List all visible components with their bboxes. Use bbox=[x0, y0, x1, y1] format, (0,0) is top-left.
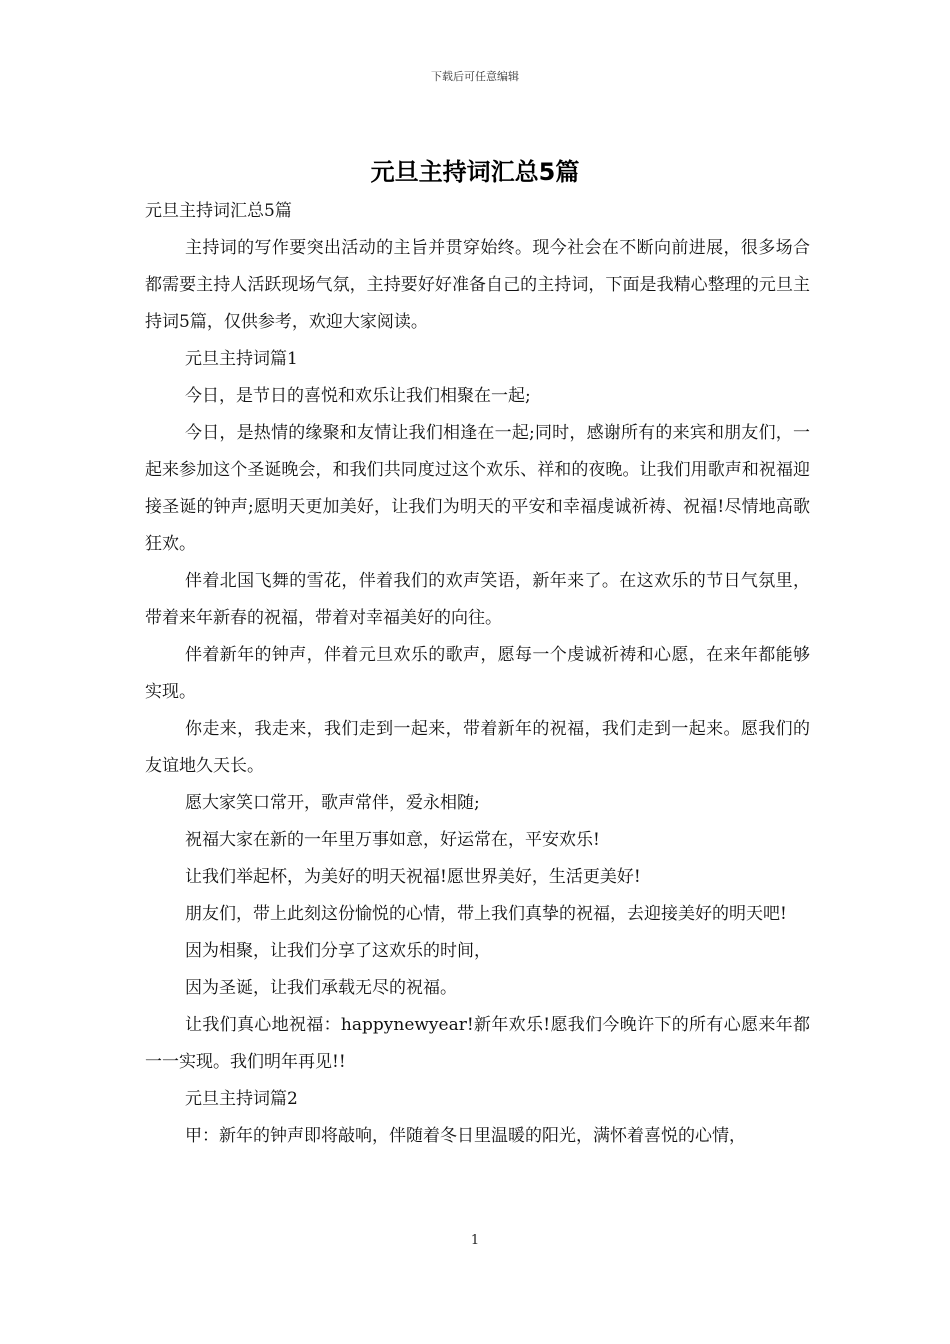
paragraph: 主持词的写作要突出活动的主旨并贯穿始终。现今社会在不断向前进展，很多场合都需要主持人活跃现场气氛，主持要好好准备自己的主持词，下面是我精心整理的元旦主持词5篇，仅供参考，欢迎大家阅读。 bbox=[145, 238, 810, 332]
subtitle-line: 元旦主持词汇总5篇 bbox=[145, 201, 292, 221]
paragraph: 伴着北国飞舞的雪花，伴着我们的欢声笑语，新年来了。在这欢乐的节日气氛里，带着来年新春的祝福，带着对幸福美好的向往。 bbox=[145, 571, 810, 628]
paragraph: 伴着新年的钟声，伴着元旦欢乐的歌声，愿每一个虔诚祈祷和心愿，在来年都能够实现。 bbox=[145, 645, 810, 702]
paragraph: 因为圣诞，让我们承载无尽的祝福。 bbox=[185, 978, 457, 998]
header-note: 下载后可任意编辑 bbox=[431, 70, 519, 83]
paragraph: 甲：新年的钟声即将敲响，伴随着冬日里温暖的阳光，满怀着喜悦的心情， bbox=[185, 1126, 746, 1146]
paragraph: 今日，是节日的喜悦和欢乐让我们相聚在一起; bbox=[185, 386, 531, 406]
section-heading: 元旦主持词篇1 bbox=[185, 349, 298, 369]
paragraph: 今日，是热情的缘聚和友情让我们相逢在一起;同时，感谢所有的来宾和朋友们，一起来参加这个圣诞晚会，和我们共同度过这个欢乐、祥和的夜晚。让我们用歌声和祝福迎接圣诞的钟声;愿明天更加美好，让我们为明天的平安和幸福虔诚祈祷、祝福!尽情地高歌狂欢。 bbox=[145, 423, 810, 554]
page-number: 1 bbox=[470, 1233, 480, 1248]
document-body bbox=[145, 193, 810, 1155]
paragraph: 让我们举起杯，为美好的明天祝福!愿世界美好，生活更美好! bbox=[185, 867, 641, 887]
paragraph: 你走来，我走来，我们走到一起来，带着新年的祝福，我们走到一起来。愿我们的友谊地久天长。 bbox=[145, 719, 810, 776]
paragraph: 因为相聚，让我们分享了这欢乐的时间， bbox=[185, 941, 491, 961]
section-heading: 元旦主持词篇2 bbox=[185, 1089, 298, 1109]
paragraph: 祝福大家在新的一年里万事如意，好运常在，平安欢乐! bbox=[185, 830, 600, 850]
paragraph: 愿大家笑口常开，歌声常伴，爱永相随; bbox=[185, 793, 480, 813]
paragraph: 朋友们，带上此刻这份愉悦的心情，带上我们真挚的祝福，去迎接美好的明天吧! bbox=[185, 904, 787, 924]
document-title: 元旦主持词汇总5篇 bbox=[370, 158, 580, 186]
paragraph: 让我们真心地祝福：happynewyear!新年欢乐!愿我们今晚许下的所有心愿来年都一一实现。我们明年再见!! bbox=[145, 1015, 810, 1072]
